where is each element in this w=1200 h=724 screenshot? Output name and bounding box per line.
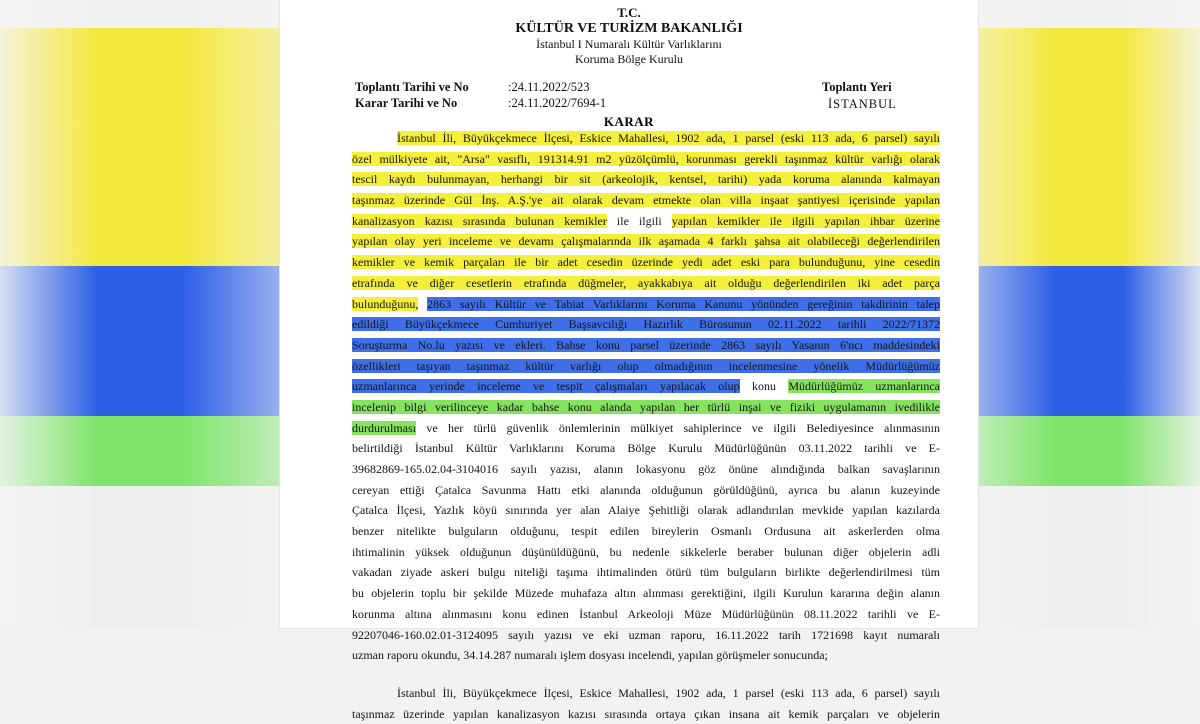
header-subtitle-1: İstanbul I Numaralı Kültür Varlıklarını xyxy=(536,37,722,51)
body-line: uzman raporu okundu, 34.14.287 numaralı işlem dosyası incelendi, yapılan görüşmeler sonucunda; xyxy=(352,648,828,663)
body-line: 39682869-165.02.04-3104016 sayılı yazısı, alanın lokasyonu göz önüne alındığında balkan savaşlarının xyxy=(352,462,940,476)
body-line: incelenip bilgi verilinceye kadar bahse konu alanda yapılan her türlü inşai ve fiziki uygulamanın ivedilikle xyxy=(352,399,940,414)
body-line: cereyan ettiği Çatalca Savunma Hattı etki alanında olduğunun görüldüğünü, ayrıca bu alanın kuzeyinde xyxy=(352,482,940,497)
body-line: etrafında ve diğer cesetlerin etrafında düğmeler, ayakkabıya ait olduğu değerlendirilen iki adet parça xyxy=(352,275,940,290)
body-line: taşınmaz üzerinde Gül İnş. A.Ş.'ye ait olarak devam etmekte olan villa inşaat şantiyesi içerisinde yapılan xyxy=(352,193,940,208)
header-subtitle-2: Koruma Bölge Kurulu xyxy=(575,52,683,66)
blurred-background-right xyxy=(978,0,1200,628)
body-line: belirtildiği İstanbul Kültür Varlıklarını Koruma Bölge Kurulu Müdürlüğünün 03.11.2022 tarihli ve E- xyxy=(352,441,940,456)
body-line: vakadan ziyade askeri bulgu niteliği taşıma ihtimalinden ötürü tüm bulguların birlikte değerlendirilmesi tüm xyxy=(352,565,940,580)
body-line: kanalizasyon kazısı sırasında bulunan kemikler ile ilgili yapılan kemikler ile ilgili yapılan ihbar üzerine xyxy=(352,213,941,228)
body-line: özel mülkiyete ait, "Arsa" vasıflı, 191314.91 m2 yüzölçümlü, korunması gerekli taşınmaz kültür varlığı olarak xyxy=(352,151,940,166)
meeting-label: Toplantı Tarihi ve No xyxy=(355,80,469,94)
body-line: uzmanlarınca yerinde inceleme ve tespit çalışmaları yapılacak olup konu Müdürlüğümüz uzmanlarınca xyxy=(352,379,940,394)
body-line: kemikler ve kemik parçaları ile bir adet cesedin üzerinde yedi adet eski para bulunduğunu, yine cesedin xyxy=(352,255,940,270)
document-page xyxy=(280,0,978,721)
decision-title: KARAR xyxy=(603,114,655,129)
body-line: korunma altına alınmasını konu edinen İstanbul Arkeoloji Müze Müdürlüğünün 08.11.2022 tarihli ve E- xyxy=(352,606,940,621)
body-line: Soruşturma No.lu yazısı ve ekleri. Bahse konu parsel üzerinde 2863 sayılı Yasanın 6'ncı maddesindeki xyxy=(352,337,940,352)
decision-label: Karar Tarihi ve No xyxy=(355,96,458,110)
body-line: ihtimalinin yüksek olduğunun düşünüldüğünü, bu nedenle sikkelerle beraber bulunan diğer objelerin adli xyxy=(352,544,940,559)
body-line: İstanbul İli, Büyükçekmece İlçesi, Eskice Mahallesi, 1902 ada, 1 parsel (eski 113 ada, 6 parsel) sayılı xyxy=(397,685,940,700)
body-line: yapılan olay yeri inceleme ve devamı çalışmalarında ilk aşamada 4 farklı şahsa ait olabileceği değerlendirilen xyxy=(352,234,940,249)
place-label: Toplantı Yeri xyxy=(822,80,892,94)
meeting-value: :24.11.2022/523 xyxy=(508,80,590,94)
decision-value: :24.11.2022/7694-1 xyxy=(508,96,607,110)
body-line: durdurulması ve her türlü güvenlik önlemlerinin mülkiyet sahiplerince ve ilgili Belediyesince alınmasının xyxy=(352,420,940,435)
place-value: İSTANBUL xyxy=(828,97,897,111)
header-tc: T.C. xyxy=(617,5,641,20)
decision-body xyxy=(352,128,940,724)
body-line: taşınmaz üzerinde yapılan kanalizasyon kazısı sırasında ortaya çıkan insana ait kemik parçaları ve objelerin xyxy=(352,706,940,721)
body-line: bulunduğunu, 2863 sayılı Kültür ve Tabiat Varlıklarını Koruma Kanunu yönünden gereğinin takdirinin talep xyxy=(352,296,941,311)
body-line: özellikleri taşıyan taşınmaz kültür varlığı olup olmadığının incelenmesine yönelik Müdürlüğümüz xyxy=(352,358,940,373)
header-ministry: KÜLTÜR VE TURİZM BAKANLIĞI xyxy=(515,21,743,36)
body-line: benzer nitelikte bulguların olduğunu, tespit edilen bireylerin Osmanlı Ordusuna ait askerlerden olma xyxy=(352,524,940,539)
body-line: 92207046-160.02.01-3124095 sayılı yazısı ve eki uzman raporu, 16.11.2022 tarih 1721698 kayıt numaralı xyxy=(352,627,940,642)
body-line: Çatalca İlçesi, Yazlık köyü sınırında yer alan Alaiye Şehitliği olarak adlandırılan mevkide yapılan kazılarda xyxy=(352,503,940,518)
body-line: edildiği Büyükçekmece Cumhuriyet Başsavcılığı Hazırlık Bürosunun 02.11.2022 tarihli 2022/71372 xyxy=(352,317,940,332)
blurred-background-left xyxy=(0,0,280,628)
body-line: İstanbul İli, Büyükçekmece İlçesi, Eskice Mahallesi, 1902 ada, 1 parsel (eski 113 ada, 6 parsel) sayılı xyxy=(397,131,940,145)
body-line: tescil kaydı bulunmayan, herhangi bir sit (arkeolojik, kentsel, tarihi) yada koruma alanında kalmayan xyxy=(352,172,940,187)
body-line: bu objelerin toplu bir şekilde Müzede muhafaza altın alınması gerektiğini, ilgili Kurulun kararına değin alanın xyxy=(352,586,940,601)
